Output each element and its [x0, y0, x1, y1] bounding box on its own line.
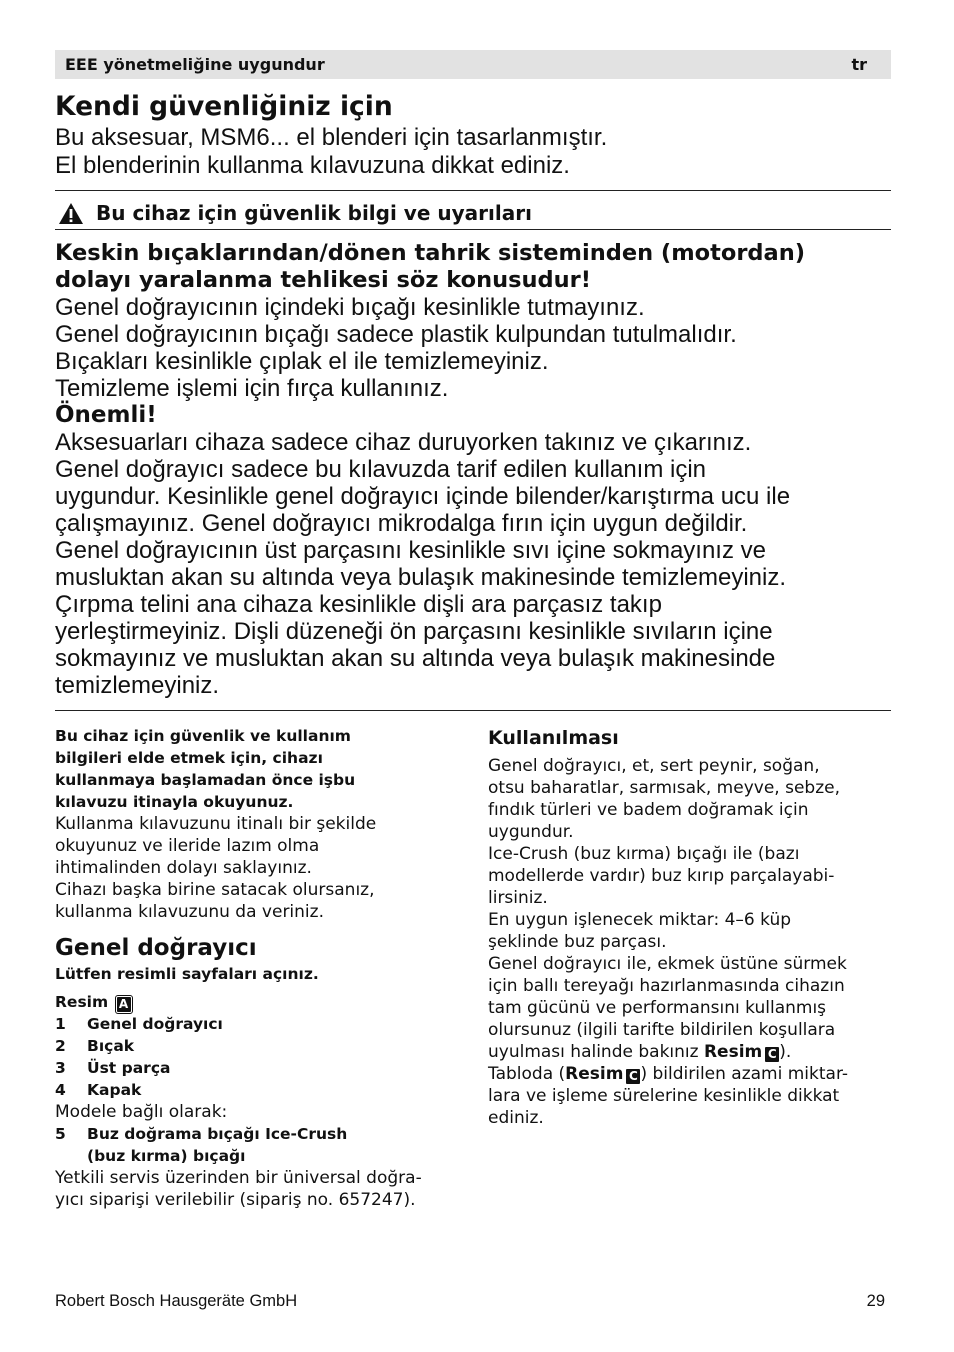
- important-text: Genel doğrayıcı sadece bu kılavuzda tarif edilen kullanım için: [55, 456, 707, 483]
- item-label: Buz doğrama bıçağı Ice-Crush: [87, 1125, 348, 1143]
- usage-text: modellerde vardır) buz kırıp parçalayabi-: [488, 866, 835, 886]
- important-text: musluktan akan su altında veya bulaşık makinesinde temizlemeyiniz.: [55, 564, 787, 591]
- intro-line: Bu aksesuar, MSM6... el blenderi için tasarlanmıştır.: [55, 124, 608, 151]
- header-title: EEE yönetmeliğine uygundur: [65, 55, 325, 74]
- item-label-continued: (buz kırma) bıçağı: [87, 1147, 246, 1165]
- intro-bold-line: kılavuzu itinayla okuyunuz.: [55, 793, 294, 811]
- service-text: Yetkili servis üzerinden bir üniversal doğra-: [55, 1168, 422, 1188]
- item-label: Genel doğrayıcı: [87, 1015, 223, 1033]
- usage-text: [488, 1063, 908, 1085]
- item-label: Kapak: [87, 1081, 142, 1099]
- important-text: Çırpma telini ana cihaza kesinlikle dişli ara parçasız takıp: [55, 591, 662, 618]
- item-number: 1: [55, 1015, 66, 1033]
- list-item: [55, 1057, 475, 1079]
- language-code: tr: [851, 55, 867, 74]
- danger-text: Temizleme işlemi için fırça kullanınız.: [55, 375, 449, 402]
- usage-text: lirsiniz.: [488, 888, 548, 908]
- item-number: 3: [55, 1059, 66, 1077]
- figure-label-text: Resim: [565, 1064, 624, 1084]
- intro-text-line: Kullanma kılavuzunu itinalı bir şekilde: [55, 814, 377, 834]
- footer: [55, 1292, 885, 1311]
- open-pages-note: Lütfen resimli sayfaları açınız.: [55, 965, 319, 983]
- figure-ref-a: A: [117, 997, 131, 1012]
- intro-section: [55, 90, 895, 180]
- usage-text: ediniz.: [488, 1108, 544, 1128]
- figure-label-text: Resim: [55, 993, 109, 1011]
- footer-company: Robert Bosch Hausgeräte GmbH: [55, 1292, 298, 1310]
- usage-text-part: Tabloda (: [488, 1064, 566, 1084]
- warning-heading: [58, 198, 888, 228]
- item-number: 4: [55, 1081, 66, 1099]
- usage-text: Genel doğrayıcı, et, sert peynir, soğan,: [488, 756, 820, 776]
- usage-text: [488, 1041, 908, 1063]
- figure-label-text: Resim: [703, 1042, 763, 1062]
- important-text: çalışmayınız. Genel doğrayıcı mikrodalga fırın için uygun değildir.: [55, 510, 748, 537]
- usage-text: Genel doğrayıcı ile, ekmek üstüne sürmek: [488, 954, 847, 974]
- divider: [55, 710, 891, 711]
- usage-text: lara ve işleme sürelerine kesinlikle dikkat: [488, 1086, 840, 1106]
- service-text: yıcı siparişi verilebilir (sipariş no. 657247).: [55, 1190, 416, 1210]
- usage-text: Ice-Crush (buz kırma) bıçağı ile (bazı: [488, 844, 800, 864]
- page-title: Kendi güvenliğiniz için: [55, 91, 393, 122]
- important-label: Önemli!: [55, 402, 157, 428]
- usage-text-part: ) bildirilen azami miktar-: [640, 1064, 848, 1084]
- intro-text-line: okuyunuz ve ileride lazım olma: [55, 836, 320, 856]
- usage-text: En uygun işlenecek miktar: 4–6 küp: [488, 910, 792, 930]
- header-bar: [55, 50, 891, 79]
- section-title: Genel doğrayıcı: [55, 935, 257, 961]
- usage-text: uygundur.: [488, 822, 574, 842]
- left-column: [55, 725, 475, 1211]
- right-column: [488, 725, 908, 1129]
- important-text: uygundur. Kesinlikle genel doğrayıcı içinde bilender/karıştırma ucu ile: [55, 483, 791, 510]
- item-number: 5: [55, 1125, 66, 1143]
- important-text: temizlemeyiniz.: [55, 672, 220, 699]
- intro-bold-line: Bu cihaz için güvenlik ve kullanım: [55, 727, 351, 745]
- usage-text: şeklinde buz parçası.: [488, 932, 667, 952]
- list-item: [55, 1123, 475, 1145]
- intro-bold-line: kullanmaya başlamadan önce işbu: [55, 771, 356, 789]
- divider: [55, 229, 891, 230]
- danger-text: Genel doğrayıcının bıçağı sadece plastik kulpundan tutulmalıdır.: [55, 321, 737, 348]
- list-item: [55, 1079, 475, 1101]
- divider: [55, 190, 891, 191]
- important-text: Aksesuarları cihaza sadece cihaz duruyorken takınız ve çıkarınız.: [55, 429, 752, 456]
- danger-line: Keskin bıçaklarından/dönen tahrik sisteminden (motordan): [55, 240, 806, 266]
- danger-text: Bıçakları kesinlikle çıplak el ile temizlemeyiniz.: [55, 348, 549, 375]
- figure-label: [55, 991, 475, 1013]
- intro-bold-line: bilgileri elde etmek için, cihazı: [55, 749, 323, 767]
- figure-ref-c: C: [765, 1047, 779, 1062]
- usage-text: için ballı tereyağı hazırlanmasında cihazın: [488, 976, 845, 996]
- item-label: Bıçak: [87, 1037, 135, 1055]
- page-number: 29: [866, 1292, 885, 1310]
- intro-line: El blenderinin kullanma kılavuzuna dikkat ediniz.: [55, 152, 570, 179]
- danger-line: dolayı yaralanma tehlikesi söz konusudur!: [55, 267, 592, 293]
- danger-text: Genel doğrayıcının içindeki bıçağı kesinlikle tutmayınız.: [55, 294, 645, 321]
- intro-text-line: Cihazı başka birine satacak olursanız,: [55, 880, 375, 900]
- warning-triangle-icon: [58, 202, 84, 225]
- usage-text: otsu baharatlar, sarmısak, meyve, sebze,: [488, 778, 840, 798]
- warning-heading-text: Bu cihaz için güvenlik bilgi ve uyarıları: [96, 201, 532, 225]
- important-text: sokmayınız ve musluktan akan su altında veya bulaşık makinesinde: [55, 645, 776, 672]
- usage-text: olursunuz (ilgili tarifte bildirilen koşullara: [488, 1020, 836, 1040]
- usage-text: fındık türleri ve badem doğramak için: [488, 800, 809, 820]
- intro-text-line: kullanma kılavuzunu da veriniz.: [55, 902, 324, 922]
- usage-text-part: uyulması halinde bakınız: [488, 1042, 704, 1062]
- usage-text: tam gücünü ve performansını kullanmış: [488, 998, 827, 1018]
- list-item: [55, 1013, 475, 1035]
- usage-text-part: ).: [779, 1042, 792, 1062]
- figure-ref-c: C: [626, 1069, 640, 1084]
- item-label: Üst parça: [87, 1059, 171, 1077]
- item-number: 2: [55, 1037, 66, 1055]
- model-note: Modele bağlı olarak:: [55, 1102, 228, 1122]
- important-text: Genel doğrayıcının üst parçasını kesinlikle sıvı içine sokmayınız ve: [55, 537, 766, 564]
- usage-title: Kullanılması: [488, 727, 619, 749]
- intro-text-line: ihtimalinden dolayı saklayınız.: [55, 858, 312, 878]
- warning-block: [55, 240, 895, 699]
- important-text: yerleştirmeyiniz. Dişli düzeneği ön parçasını kesinlikle sıvıların içine: [55, 618, 773, 645]
- list-item: [55, 1035, 475, 1057]
